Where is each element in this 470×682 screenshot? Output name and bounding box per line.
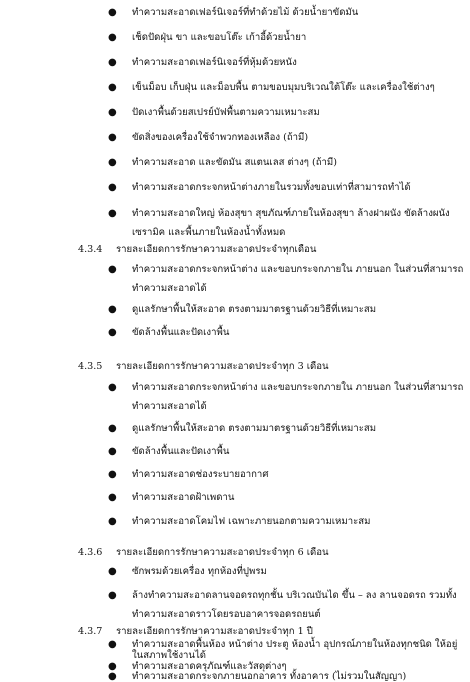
bullet-icon: ● (108, 57, 117, 68)
section-title: รายละเอียดการรักษาความสะอาดประจำทุกเดือน (116, 244, 317, 255)
bullet-icon: ● (108, 264, 117, 275)
bullet-icon: ● (108, 7, 117, 18)
section-number: 4.3.6 (78, 547, 103, 558)
bullet-icon: ● (108, 492, 117, 503)
bullet-icon: ● (108, 671, 117, 682)
bullet-icon: ● (108, 661, 117, 672)
bullet-icon: ● (108, 82, 117, 93)
section-heading (78, 548, 329, 558)
section-title: รายละเอียดการรักษาความสะอาดประจำทุก 1 ปี (116, 626, 313, 637)
bullet-icon: ● (108, 304, 117, 315)
bullet-icon: ● (108, 208, 117, 219)
bullet-icon: ● (108, 327, 117, 338)
section-heading (78, 362, 329, 372)
section-number: 4.3.5 (78, 361, 103, 372)
bullet-icon: ● (108, 590, 117, 601)
bullet-icon: ● (108, 132, 117, 143)
section-heading (78, 245, 316, 255)
bullet-icon: ● (108, 469, 117, 480)
section-title: รายละเอียดการรักษาความสะอาดประจำทุก 3 เดือน (116, 361, 329, 372)
section-heading (78, 627, 313, 637)
section-number: 4.3.7 (78, 626, 103, 637)
bullet-icon: ● (108, 516, 117, 527)
bullet-icon: ● (108, 566, 117, 577)
bullet-icon: ● (108, 382, 117, 393)
bullet-icon: ● (108, 107, 117, 118)
bullet-icon: ● (108, 423, 117, 434)
section-number: 4.3.4 (78, 244, 103, 255)
bullet-icon: ● (108, 182, 117, 193)
document-page: ● ทำความสะอาดเฟอร์นิเจอร์ที่ทำด้วยไม้ ด้วยน้ำยาขัดมัน ● เช็ดปัดฝุ่น ขา และขอบโต๊ะ เก้าอี้ด้วยน้ำยา ● ทำความสะอาดเฟอร์นิเจอร์ที่หุ้มด้วยหนัง ● เข็นม็อบ เก็บฝุ่น และม็อบพื้น ตามขอบมุมบริเวณใต้โต๊ะ และเครื่องใช้ต่างๆ ● ปัดเงาพื้นด้วยสเปรย์บัฟพื้นตามความเหมาะสม ● ขัดสิ่งของเครื่องใช้จำพวกทองเหลือง (ถ้ามี) ● ทำความสะอาด และขัดมัน สแตนเลส ต่างๆ (ถ้ามี) ● ทำความสะอาดกระจกหน้าต่างภายในรวมทั้งขอบเท่าที่สามารถทำได้ ● ทำความสะอาดใหญ่ ห้องสุขา สุขภัณฑ์ภายในห้องสุขา ล้างฝาผนัง ขัดล้างผนัง เซรามิค และพื้นภายในห้องน้ำทั้งหมด 4.3.4 รายละเอียดการรักษาความสะอาดประจำทุกเดือน ● ทำความสะอาดกระจกหน้าต่าง และขอบกระจกภายใน ภายนอก ในส่วนที่สามารถ ทำความสะอาดได้ ● ดูแลรักษาพื้นให้สะอาด ตรงตามมาตรฐานด้วยวิธีที่เหมาะสม ● ขัดล้างพื้นและปัดเงาพื้น 4.3.5 รายละเอียดการรักษาความสะอาดประจำทุก 3 เดือน ● ทำความสะอาดกระจกหน้าต่าง และขอบกระจกภายใน ภายนอก ในส่วนที่สามารถ ทำความสะอาดได้ ● ดูแลรักษาพื้นให้สะอาด ตรงตามมาตรฐานด้วยวิธีที่เหมาะสม ● ขัดล้างพื้นและปัดเงาพื้น ● ทำความสะอาดช่องระบายอากาศ ● ทำความสะอาดฝ้าเพดาน ● ทำความสะอาดโคมไฟ เฉพาะภายนอกตามความเหมาะสม 4.3.6 รายละเอียดการรักษาความสะอาดประจำทุก 6 เดือน ● ซักพรมด้วยเครื่อง ทุกห้องที่ปูพรม ● ล้างทำความสะอาดลานจอดรถทุกชั้น บริเวณบันได ขึ้น – ลง ลานจอดรถ รวมทั้ง ทำความสะอาดราวโดยรอบอาคารจอดรถยนต์ 4.3.7 รายละเอียดการรักษาความสะอาดประจำทุก 1 ปี ● ทำความสะอาดพื้นห้อง หน้าต่าง ประตู ห้องน้ำ อุปกรณ์ภายในห้องทุกชนิด ให้อยู่ ในสภาพใช้งานได้ ● ทำความสะอาดครุภัณฑ์และวัสดุต่างๆ ● ทำความสะอาดกระจกภายนอกอาคาร ทั้งอาคาร (ไม่รวมในสัญญา) (78, 7, 464, 682)
bullet-icon: ● (108, 639, 117, 650)
section-title: รายละเอียดการรักษาความสะอาดประจำทุก 6 เดือน (116, 547, 329, 558)
bullet-icon: ● (108, 32, 117, 43)
bullet-icon: ● (108, 446, 117, 457)
bullet-icon: ● (108, 157, 117, 168)
